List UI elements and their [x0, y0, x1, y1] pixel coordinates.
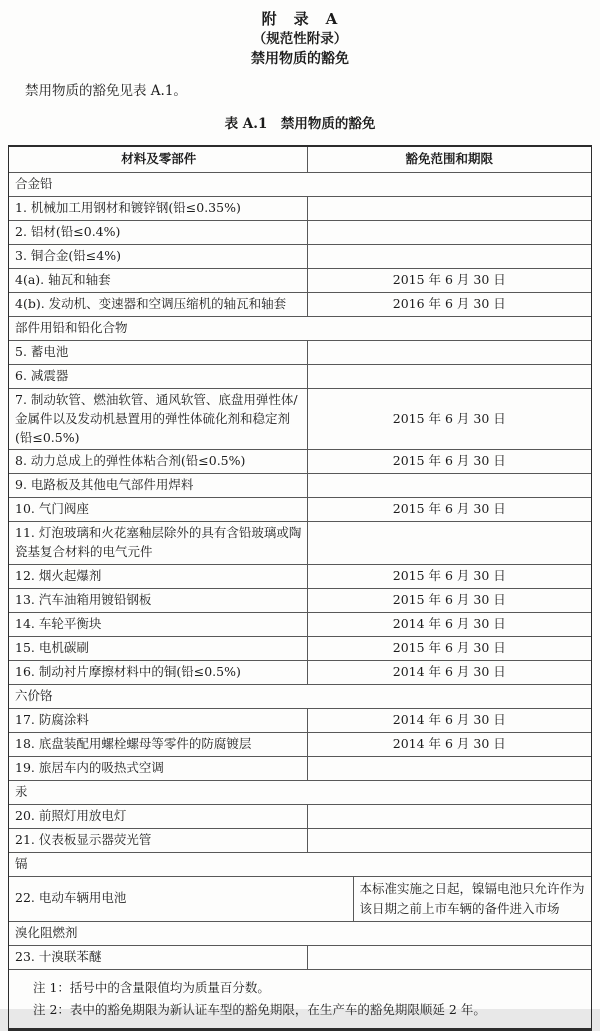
exemption-cell — [308, 757, 591, 780]
exemption-cell: 2014 年 6 月 30 日 — [392, 735, 506, 751]
table-row — [9, 364, 591, 388]
table-row — [9, 732, 591, 756]
table-row — [9, 449, 591, 473]
exemption-cell: 本标准实施之日起，镍镉电池只允许作为该日期之前上市车辆的备件进入市场 — [359, 880, 585, 916]
table-row — [9, 876, 591, 921]
exemption-cell: 2015 年 6 月 30 日 — [392, 501, 506, 517]
table-row — [9, 660, 591, 684]
material-cell: 2. 铝材(铅≤0.4%) — [9, 221, 308, 244]
material-cell: 3. 铜合金(铅≤4%) — [9, 245, 308, 268]
exemption-cell — [308, 474, 591, 497]
exemption-cell: 2016 年 6 月 30 日 — [392, 296, 506, 312]
note-line: 注 2：表中的豁免期限为新认证车型的豁免期限，在生产车的豁免期限顺延 2 年。 — [33, 1001, 486, 1017]
exemption-cell: 2015 年 6 月 30 日 — [392, 567, 506, 583]
exemption-cell — [308, 197, 591, 220]
table-row — [9, 340, 591, 364]
table-row — [9, 521, 591, 564]
exemption-cell — [308, 245, 591, 268]
material-cell: 15. 电机碳刷 — [9, 637, 308, 660]
exemption-cell — [308, 946, 591, 969]
table-row — [9, 473, 591, 497]
notes-cell — [9, 970, 494, 1028]
table-row — [9, 268, 591, 292]
section-label: 部件用铅和铅化合物 — [15, 320, 128, 336]
material-cell: 9. 电路板及其他电气部件用焊料 — [9, 474, 308, 497]
material-cell: 4(a). 轴瓦和轴套 — [9, 269, 308, 292]
table-row — [9, 828, 591, 852]
appendix-heading: 禁用物质的豁免 — [251, 51, 349, 67]
table-row — [9, 497, 591, 521]
table-row — [9, 804, 591, 828]
material-cell: 7. 制动软管、燃油软管、通风软管、底盘用弹性体/金属件以及发动机悬置用的弹性体硫化剂和稳定剂(铅≤0.5%) — [9, 389, 308, 449]
exemption-cell: 2014 年 6 月 30 日 — [392, 663, 506, 679]
column-header-exemption: 豁免范围和期限 — [405, 151, 494, 167]
section-label: 合金铅 — [15, 176, 53, 192]
material-cell: 6. 减震器 — [9, 365, 308, 388]
exemption-cell — [308, 829, 591, 852]
section-row — [9, 921, 591, 945]
section-row — [9, 316, 591, 340]
table-row — [9, 244, 591, 268]
table-row — [9, 564, 591, 588]
material-cell: 20. 前照灯用放电灯 — [9, 805, 308, 828]
material-cell: 8. 动力总成上的弹性体粘合剂(铅≤0.5%) — [9, 450, 308, 473]
exemption-cell: 2015 年 6 月 30 日 — [392, 410, 506, 426]
exemption-cell: 2015 年 6 月 30 日 — [392, 272, 506, 288]
exemption-cell — [308, 341, 591, 364]
section-label: 镉 — [15, 855, 28, 871]
notes-row — [9, 969, 591, 1028]
table-row — [9, 220, 591, 244]
table-row — [9, 945, 591, 969]
exemption-cell: 2015 年 6 月 30 日 — [392, 639, 506, 655]
table-row — [9, 636, 591, 660]
material-cell: 23. 十溴联苯醚 — [9, 946, 308, 969]
table-row — [9, 588, 591, 612]
material-cell: 4(b). 发动机、变速器和空调压缩机的轴瓦和轴套 — [9, 293, 308, 316]
intro-paragraph: 禁用物质的豁免见表 A.1。 — [25, 83, 187, 99]
exemptions-table — [8, 145, 592, 1031]
material-cell: 13. 汽车油箱用镀铅钢板 — [9, 589, 308, 612]
material-cell: 21. 仪表板显示器荧光管 — [9, 829, 308, 852]
exemption-cell: 2015 年 6 月 30 日 — [392, 591, 506, 607]
section-label: 溴化阻燃剂 — [15, 924, 78, 940]
material-cell: 18. 底盘装配用螺栓螺母等零件的防腐镀层 — [9, 733, 308, 756]
material-cell: 16. 制动衬片摩擦材料中的铜(铅≤0.5%) — [9, 661, 308, 684]
material-cell: 19. 旅居车内的吸热式空调 — [9, 757, 308, 780]
appendix-subtitle: （规范性附录） — [252, 31, 348, 47]
exemption-cell — [308, 805, 591, 828]
material-cell: 11. 灯泡玻璃和火花塞釉层除外的具有含铅玻璃或陶瓷基复合材料的电气元件 — [9, 522, 308, 564]
section-label: 六价铬 — [15, 687, 53, 703]
table-row — [9, 756, 591, 780]
section-label: 汞 — [15, 783, 28, 799]
exemption-cell: 2014 年 6 月 30 日 — [392, 711, 506, 727]
exemption-cell — [308, 365, 591, 388]
appendix-title: 附 录 A — [261, 10, 339, 28]
exemption-cell: 2014 年 6 月 30 日 — [392, 615, 506, 631]
section-row — [9, 780, 591, 804]
table-row — [9, 708, 591, 732]
column-header-material: 材料及零部件 — [9, 147, 308, 172]
material-cell: 5. 蓄电池 — [9, 341, 308, 364]
material-cell: 22. 电动车辆用电池 — [9, 877, 354, 921]
material-cell: 17. 防腐涂料 — [9, 709, 308, 732]
table-row — [9, 388, 591, 449]
material-cell: 10. 气门阀座 — [9, 498, 308, 521]
exemption-cell — [308, 221, 591, 244]
table-caption: 表 A.1 禁用物质的豁免 — [224, 116, 376, 132]
material-cell: 14. 车轮平衡块 — [9, 613, 308, 636]
section-row — [9, 172, 591, 196]
material-cell: 1. 机械加工用钢材和镀锌钢(铅≤0.35%) — [9, 197, 308, 220]
section-row — [9, 852, 591, 876]
section-row — [9, 684, 591, 708]
note-line: 注 1：括号中的含量限值均为质量百分数。 — [33, 979, 270, 995]
material-cell: 12. 烟火起爆剂 — [9, 565, 308, 588]
exemption-cell — [308, 522, 591, 564]
table-header-row — [9, 147, 591, 172]
table-row — [9, 196, 591, 220]
table-row — [9, 612, 591, 636]
exemption-cell: 2015 年 6 月 30 日 — [392, 453, 506, 469]
table-row — [9, 292, 591, 316]
